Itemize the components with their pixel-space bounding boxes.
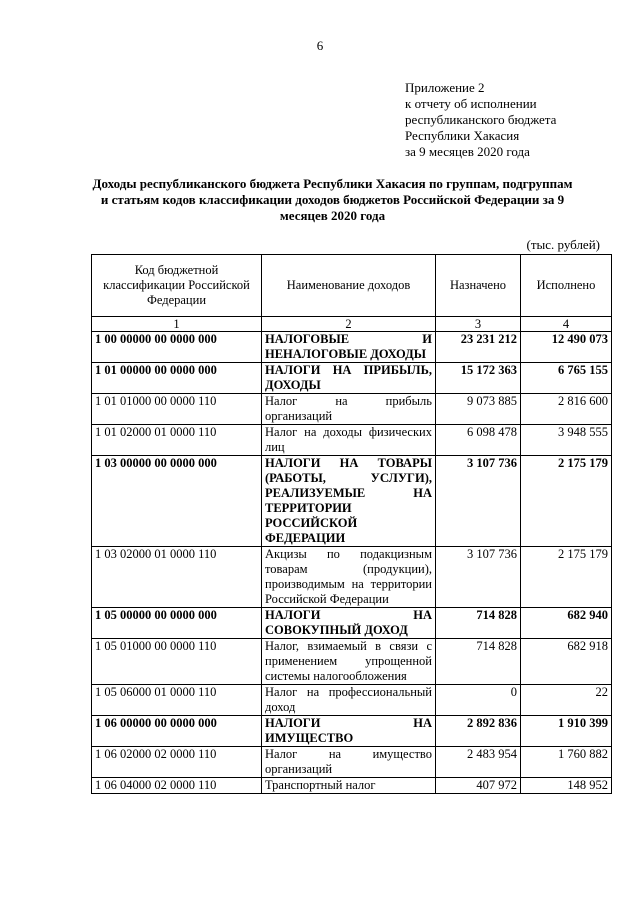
row-name: Акцизы по подакцизным товарам (продукции), производимым на территории Российской Федерации: [262, 547, 436, 608]
row-executed: 2 175 179: [521, 547, 612, 608]
row-code: 1 05 01000 00 0000 110: [92, 639, 262, 685]
row-planned: 2 483 954: [436, 747, 521, 778]
appendix-line: республиканского бюджета: [405, 112, 557, 127]
row-code: 1 01 00000 00 0000 000: [92, 363, 262, 394]
row-code: 1 05 06000 01 0000 110: [92, 685, 262, 716]
column-number: 3: [436, 317, 521, 332]
column-number: 4: [521, 317, 612, 332]
row-executed: 1 760 882: [521, 747, 612, 778]
row-executed: 3 948 555: [521, 425, 612, 456]
row-name: НАЛОГИ НА СОВОКУПНЫЙ ДОХОД: [262, 608, 436, 639]
table-row: [92, 716, 612, 747]
table-row: [92, 394, 612, 425]
table-row: [92, 332, 612, 363]
row-planned: 3 107 736: [436, 456, 521, 547]
income-table-body: [92, 332, 612, 794]
units-note: (тыс. рублей): [526, 237, 600, 252]
row-executed: 2 816 600: [521, 394, 612, 425]
page-number: 6: [316, 38, 324, 53]
header-executed: Исполнено: [521, 255, 612, 317]
appendix-line: к отчету об исполнении: [405, 96, 537, 111]
table-row: [92, 747, 612, 778]
appendix-line: Республики Хакасия: [405, 128, 520, 143]
row-code: 1 01 01000 00 0000 110: [92, 394, 262, 425]
row-executed: 148 952: [521, 778, 612, 794]
table-row: [92, 685, 612, 716]
row-planned: 714 828: [436, 639, 521, 685]
header-code: Код бюджетной классификации Российской Федерации: [92, 255, 262, 317]
row-name: Транспортный налог: [262, 778, 436, 794]
column-number: 2: [262, 317, 436, 332]
row-executed: 1 910 399: [521, 716, 612, 747]
row-executed: 682 918: [521, 639, 612, 685]
row-executed: 6 765 155: [521, 363, 612, 394]
income-table: [91, 254, 612, 794]
row-name: НАЛОГИ НА ПРИБЫЛЬ, ДОХОДЫ: [262, 363, 436, 394]
row-planned: 3 107 736: [436, 547, 521, 608]
table-row: [92, 363, 612, 394]
appendix-line: за 9 месяцев 2020 года: [405, 144, 530, 159]
table-row: [92, 778, 612, 794]
row-code: 1 03 00000 00 0000 000: [92, 456, 262, 547]
header-name: Наименование доходов: [262, 255, 436, 317]
row-planned: 2 892 836: [436, 716, 521, 747]
row-code: 1 06 00000 00 0000 000: [92, 716, 262, 747]
row-name: НАЛОГОВЫЕ И НЕНАЛОГОВЫЕ ДОХОДЫ: [262, 332, 436, 363]
column-number: 1: [92, 317, 262, 332]
row-code: 1 06 02000 02 0000 110: [92, 747, 262, 778]
appendix-note: [405, 80, 556, 160]
row-executed: 12 490 073: [521, 332, 612, 363]
row-planned: 714 828: [436, 608, 521, 639]
table-row: [92, 608, 612, 639]
row-executed: 2 175 179: [521, 456, 612, 547]
row-name: Налог на прибыль организаций: [262, 394, 436, 425]
row-name: Налог на профессиональный доход: [262, 685, 436, 716]
table-row: [92, 639, 612, 685]
row-planned: 6 098 478: [436, 425, 521, 456]
row-planned: 15 172 363: [436, 363, 521, 394]
row-code: 1 06 04000 02 0000 110: [92, 778, 262, 794]
header-planned: Назначено: [436, 255, 521, 317]
document-title: Доходы республиканского бюджета Республики Хакасия по группам, подгруппам и статьям кодов классификации доходов бюджетов Российской Федерации за 9 месяцев 2020 года: [92, 176, 573, 223]
row-name: НАЛОГИ НА ИМУЩЕСТВО: [262, 716, 436, 747]
table-row: [92, 547, 612, 608]
table-row: [92, 425, 612, 456]
row-executed: 22: [521, 685, 612, 716]
row-name: Налог, взимаемый в связи с применением упрощенной системы налогообложения: [262, 639, 436, 685]
appendix-line: Приложение 2: [405, 80, 485, 95]
row-code: 1 05 00000 00 0000 000: [92, 608, 262, 639]
row-name: Налог на доходы физических лиц: [262, 425, 436, 456]
row-code: 1 03 02000 01 0000 110: [92, 547, 262, 608]
row-name: Налог на имущество организаций: [262, 747, 436, 778]
row-planned: 407 972: [436, 778, 521, 794]
row-executed: 682 940: [521, 608, 612, 639]
row-planned: 23 231 212: [436, 332, 521, 363]
row-planned: 9 073 885: [436, 394, 521, 425]
row-name: НАЛОГИ НА ТОВАРЫ (РАБОТЫ, УСЛУГИ), РЕАЛИЗУЕМЫЕ НА ТЕРРИТОРИИ РОССИЙСКОЙ ФЕДЕРАЦИИ: [262, 456, 436, 547]
table-row: [92, 456, 612, 547]
row-code: 1 01 02000 01 0000 110: [92, 425, 262, 456]
row-code: 1 00 00000 00 0000 000: [92, 332, 262, 363]
row-planned: 0: [436, 685, 521, 716]
